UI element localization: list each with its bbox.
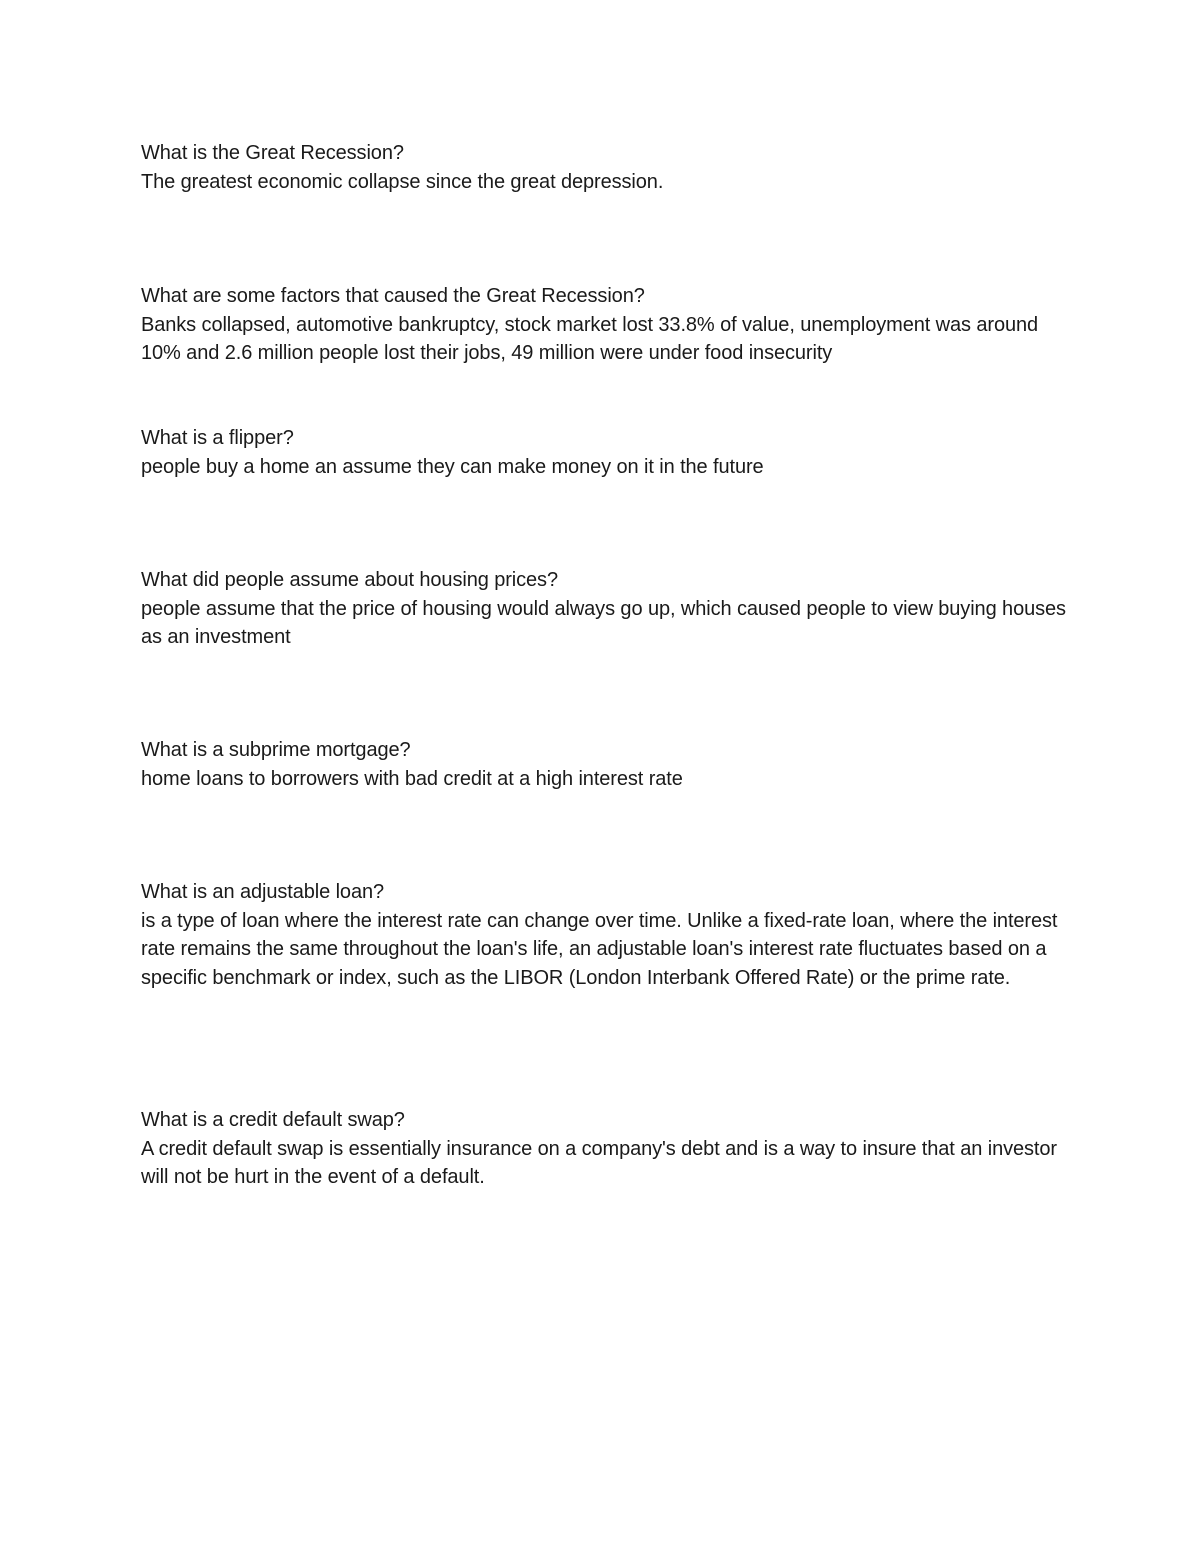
question-text: What is an adjustable loan? [141,881,385,903]
question-text: What did people assume about housing prices? [141,569,558,591]
answer-text: is a type of loan where the interest rate can change over time. Unlike a fixed-rate loan, where the interest rate remains the same throughout the loan's life, an adjustable loan's interest rate fluctuates based on a specific benchmark or index, such as the LIBOR (London Interbank Offered Rate) or the prime rate. [141,909,1058,989]
question-text: What is a credit default swap? [141,1109,405,1131]
qa-item [141,566,1071,652]
question-text: What is a flipper? [141,427,294,449]
answer-text: Banks collapsed, automotive bankruptcy, stock market lost 33.8% of value, unemployment was around 10% and 2.6 million people lost their jobs, 49 million were under food insecurity [141,313,1039,364]
answer-text: people assume that the price of housing would always go up, which caused people to view buying houses as an investment [141,597,1066,648]
qa-item [141,139,1071,196]
qa-item [141,878,1071,992]
answer-text: home loans to borrowers with bad credit at a high interest rate [141,767,683,790]
answer-text: The greatest economic collapse since the great depression. [141,170,664,193]
qa-item [141,736,1071,793]
question-text: What are some factors that caused the Great Recession? [141,285,645,307]
question-text: What is the Great Recession? [141,142,404,164]
question-text: What is a subprime mortgage? [141,739,411,761]
answer-text: A credit default swap is essentially insurance on a company's debt and is a way to insure that an investor will not be hurt in the event of a default. [141,1137,1057,1188]
qa-item [141,282,1071,368]
qa-item [141,1106,1071,1192]
answer-text: people buy a home an assume they can make money on it in the future [141,455,764,478]
qa-item [141,424,1071,481]
